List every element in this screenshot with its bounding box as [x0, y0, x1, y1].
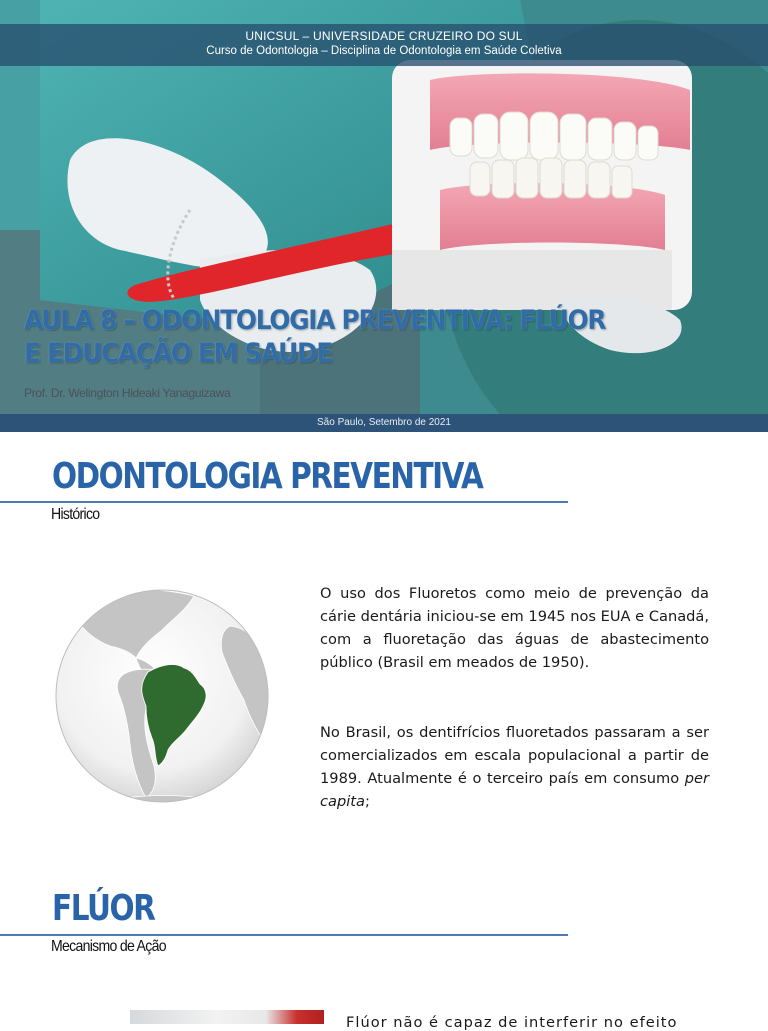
cover-title-line1: AULA 8 – ODONTOLOGIA PREVENTIVA: FLÚOR	[24, 305, 606, 336]
cover-title	[24, 304, 613, 370]
cover-header-bar	[0, 24, 768, 66]
section-title-odontologia: ODONTOLOGIA PREVENTIVA	[52, 456, 483, 497]
section-divider	[0, 501, 568, 503]
cover-author: Prof. Dr. Welington Hideaki Yanaguizawa	[24, 386, 231, 400]
institution-name: UNICSUL – UNIVERSIDADE CRUZEIRO DO SUL	[245, 29, 523, 43]
cover-slide	[0, 0, 768, 432]
cover-footer-bar: São Paulo, Setembro de 2021	[0, 414, 768, 432]
paragraph-dentifricios-main: No Brasil, os dentifrícios fluoretados passaram a ser comercializados em escala populacional a partir de 1989. Atualmente é o terceiro país em consumo	[320, 724, 709, 787]
course-name: Curso de Odontologia – Disciplina de Odontologia em Saúde Coletiva	[206, 45, 562, 57]
per-capita-term: per capita	[320, 770, 709, 810]
fluor-partial-text: Flúor não é capaz de interferir no efeito	[346, 1014, 678, 1031]
cover-title-line2: E EDUCAÇÃO EM SAÚDE	[24, 338, 333, 369]
paragraph-dentifricios	[320, 721, 709, 813]
section-subtitle-mecanismo: Mecanismo de Ação	[51, 938, 166, 955]
section-divider	[0, 934, 568, 936]
paragraph-fluoretos-history: O uso dos Fluoretos como meio de prevenção da cárie dentária iniciou-se em 1945 nos EUA e Canadá, com a fluoretação das águas de abastecimento público (Brasil em meados de 1950).	[320, 585, 709, 671]
section-title-fluor: FLÚOR	[52, 888, 155, 929]
section-subtitle-historico: Histórico	[51, 506, 100, 523]
globe-brazil-icon	[54, 588, 270, 804]
fluor-product-image	[130, 1010, 324, 1024]
paragraph-dentifricios-end: ;	[364, 793, 370, 810]
